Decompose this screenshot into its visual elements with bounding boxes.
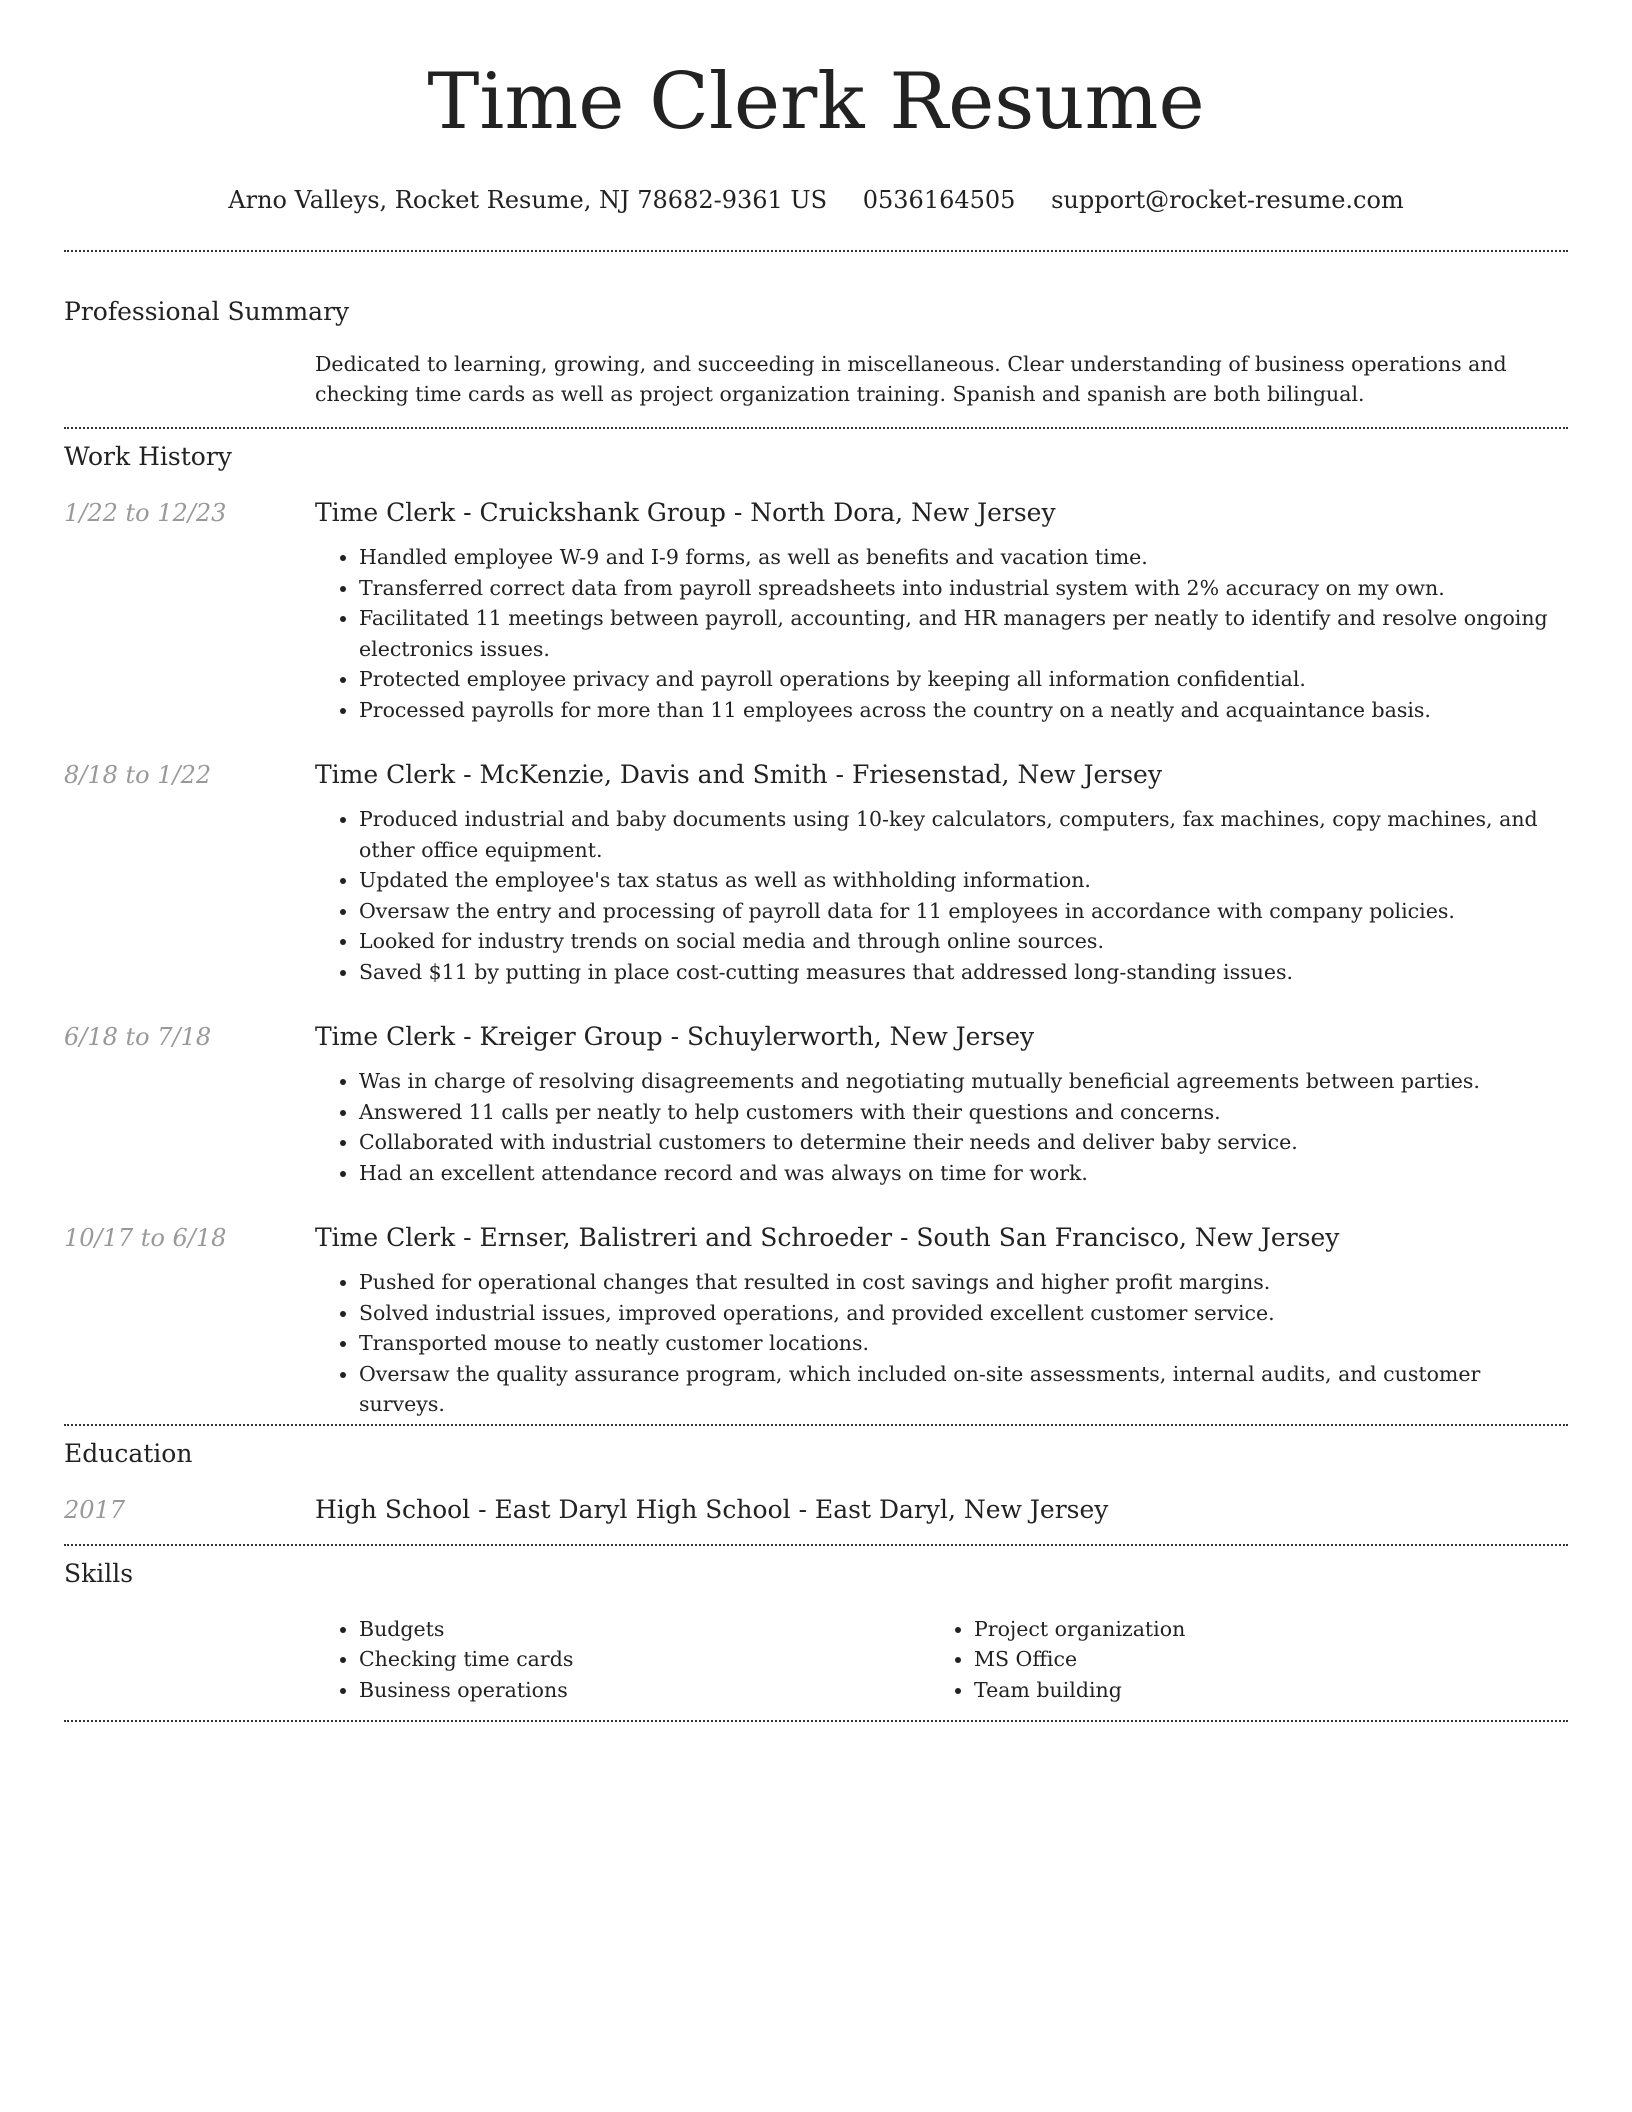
contact-address: Arno Valleys, Rocket Resume, NJ 78682-9361 US	[228, 186, 828, 214]
skill-item: • Budgets	[359, 1614, 930, 1645]
summary-text: Dedicated to learning, growing, and succeeding in miscellaneous. Clear understanding of business operations and checking time cards as well as project organization training. Spanish and spanish are both bilingual.	[315, 352, 1507, 406]
contact-email: support@rocket-resume.com	[1051, 186, 1404, 214]
education-section	[64, 1426, 1568, 1544]
job-dates: 6/18 to 7/18	[64, 1023, 212, 1051]
summary-heading: Professional Summary	[64, 297, 350, 326]
education-heading: Education	[64, 1438, 193, 1468]
job-bullet: • Protected employee privacy and payroll operations by keeping all information confidential.	[359, 664, 1568, 695]
job-bullet: • Transported mouse to neatly customer locations.	[359, 1328, 1568, 1359]
job-bullets	[315, 542, 1568, 725]
job-bullet: • Answered 11 calls per neatly to help customers with their questions and concerns.	[359, 1097, 1568, 1128]
job-dates: 8/18 to 1/22	[64, 761, 212, 789]
skills-column-left	[315, 1614, 930, 1706]
job-bullets	[315, 1066, 1568, 1188]
job-bullet: • Transferred correct data from payroll spreadsheets into industrial system with 2% accuracy on my own.	[359, 573, 1568, 604]
education-entry	[64, 1494, 1568, 1526]
skill-item: • Business operations	[359, 1675, 930, 1706]
skills-list-right	[930, 1614, 1545, 1706]
job-bullet: • Oversaw the entry and processing of payroll data for 11 employees in accordance with company policies.	[359, 896, 1568, 927]
job-bullet: • Oversaw the quality assurance program, which included on-site assessments, internal audits, and customer surveys.	[359, 1359, 1568, 1420]
contact-phone: 0536164505	[862, 186, 1016, 214]
jobs-list	[64, 497, 1568, 1420]
skill-item: • MS Office	[974, 1644, 1545, 1675]
skills-section	[64, 1546, 1568, 1721]
job-bullets	[315, 804, 1568, 987]
job-bullet: • Updated the employee's tax status as well as withholding information.	[359, 865, 1568, 896]
job-bullet: • Had an excellent attendance record and was always on time for work.	[359, 1158, 1568, 1189]
job-bullet: • Saved $11 by putting in place cost-cutting measures that addressed long-standing issues.	[359, 957, 1568, 988]
job-bullet: • Looked for industry trends on social media and through online sources.	[359, 926, 1568, 957]
job-heading: Time Clerk - Kreiger Group - Schuylerworth, New Jersey	[315, 1022, 1035, 1051]
resume-title: Time Clerk Resume	[427, 57, 1205, 147]
job-bullet: • Processed payrolls for more than 11 employees across the country on a neatly and acquaintance basis.	[359, 695, 1568, 726]
skill-item: • Checking time cards	[359, 1644, 930, 1675]
job-entry	[64, 1021, 1568, 1188]
summary-left-spacer	[64, 349, 315, 409]
job-bullet: • Was in charge of resolving disagreements and negotiating mutually beneficial agreements between parties.	[359, 1066, 1568, 1097]
job-heading: Time Clerk - Ernser, Balistreri and Schroeder - South San Francisco, New Jersey	[315, 1223, 1340, 1252]
job-dates: 10/17 to 6/18	[64, 1224, 227, 1252]
job-entry	[64, 1222, 1568, 1420]
job-entry	[64, 759, 1568, 987]
job-bullet: • Handled employee W-9 and I-9 forms, as well as benefits and vacation time.	[359, 542, 1568, 573]
education-year: 2017	[64, 1495, 126, 1524]
job-bullet: • Facilitated 11 meetings between payroll, accounting, and HR managers per neatly to identify and resolve ongoing electronics issues.	[359, 603, 1568, 664]
work-history-heading: Work History	[64, 442, 232, 471]
skills-heading: Skills	[64, 1558, 134, 1588]
job-dates: 1/22 to 12/23	[64, 499, 227, 527]
resume-header	[64, 0, 1568, 216]
summary-section	[64, 252, 1568, 427]
contact-line	[64, 184, 1568, 216]
job-entry	[64, 497, 1568, 725]
job-bullet: • Solved industrial issues, improved operations, and provided excellent customer service.	[359, 1298, 1568, 1329]
work-history-section	[64, 429, 1568, 1424]
skills-left-spacer	[64, 1614, 315, 1706]
job-bullets	[315, 1267, 1568, 1420]
job-bullet: • Produced industrial and baby documents using 10-key calculators, computers, fax machines, copy machines, and other office equipment.	[359, 804, 1568, 865]
job-bullet: • Pushed for operational changes that resulted in cost savings and higher profit margins.	[359, 1267, 1568, 1298]
divider	[64, 1720, 1568, 1722]
skills-column-right	[930, 1614, 1545, 1706]
resume-page	[64, 0, 1568, 1722]
job-heading: Time Clerk - McKenzie, Davis and Smith - Friesenstad, New Jersey	[315, 760, 1162, 789]
skills-list-left	[315, 1614, 930, 1706]
job-heading: Time Clerk - Cruickshank Group - North Dora, New Jersey	[315, 498, 1056, 527]
education-heading-text: High School - East Daryl High School - East Daryl, New Jersey	[315, 1494, 1109, 1524]
skill-item: • Team building	[974, 1675, 1545, 1706]
job-bullet: • Collaborated with industrial customers to determine their needs and deliver baby service.	[359, 1127, 1568, 1158]
skill-item: • Project organization	[974, 1614, 1545, 1645]
